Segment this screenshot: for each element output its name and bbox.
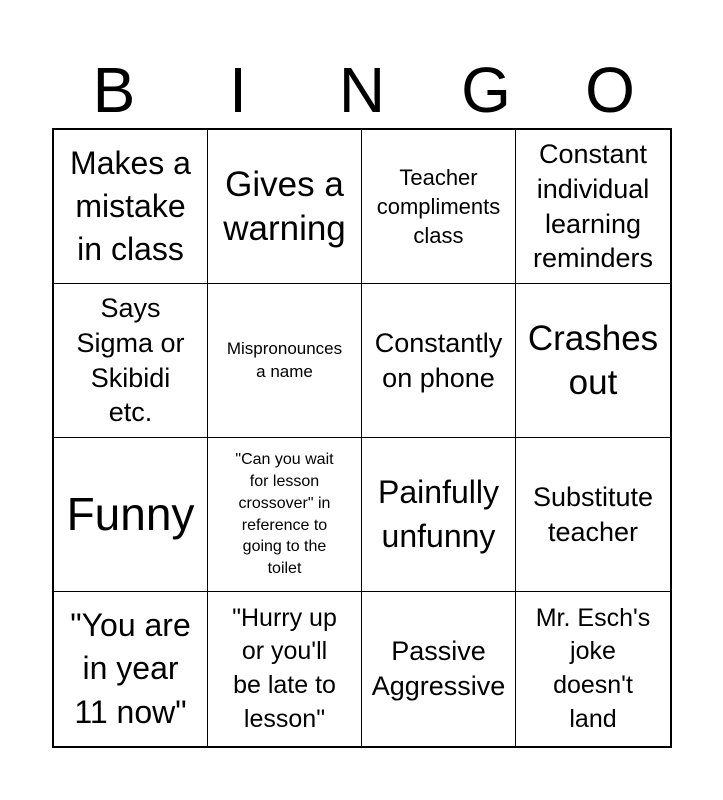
bingo-cell[interactable] [362, 284, 516, 438]
bingo-cell-text: Passive Aggressive [371, 636, 506, 701]
bingo-cell-text: "You are in year 11 now" [70, 607, 191, 730]
bingo-cell[interactable] [362, 438, 516, 592]
header-letter-i: I [229, 54, 247, 126]
bingo-cell-text: Gives a warning [223, 164, 346, 248]
bingo-cell[interactable] [54, 592, 208, 746]
bingo-cell-text: Mr. Esch's joke doesn't land [535, 603, 651, 733]
header-letter-o: O [585, 54, 635, 126]
bingo-cell[interactable] [208, 130, 362, 284]
bingo-cell-text: Says Sigma or Skibidi etc. [76, 293, 185, 428]
bingo-cell-text: Funny [66, 488, 195, 541]
bingo-cell[interactable] [516, 284, 670, 438]
header-letter-b: B [92, 54, 136, 126]
bingo-cell-text: Crashes out [527, 318, 659, 402]
bingo-cell[interactable] [54, 130, 208, 284]
bingo-cell-text: "Can you wait for lesson crossover" in reference to going to the toilet [235, 450, 334, 578]
bingo-cell[interactable] [208, 284, 362, 438]
bingo-cell-text: Makes a mistake in class [70, 144, 191, 268]
bingo-cell[interactable] [208, 592, 362, 746]
bingo-cell-text: Teacher compliments class [376, 164, 501, 249]
bingo-cell-text: Substitute teacher [532, 481, 654, 547]
bingo-cell[interactable] [516, 130, 670, 284]
bingo-cell-text: "Hurry up or you'll be late to lesson" [232, 603, 337, 733]
bingo-cell[interactable] [362, 130, 516, 284]
bingo-cell[interactable] [208, 438, 362, 592]
bingo-cell[interactable] [54, 438, 208, 592]
header-letter-g: G [461, 54, 511, 126]
header-letter-n: N [338, 54, 386, 126]
bingo-cell[interactable] [516, 592, 670, 746]
bingo-card-grid [52, 128, 672, 748]
bingo-cell-text: Constantly on phone [374, 327, 503, 393]
bingo-cell[interactable] [54, 284, 208, 438]
bingo-cell[interactable] [362, 592, 516, 746]
bingo-cell[interactable] [516, 438, 670, 592]
bingo-cell-text: Constant individual learning reminders [532, 139, 654, 274]
bingo-header [52, 52, 672, 128]
bingo-cell-text: Painfully unfunny [378, 474, 499, 554]
bingo-cell-text: Mispronounces a name [226, 338, 343, 381]
